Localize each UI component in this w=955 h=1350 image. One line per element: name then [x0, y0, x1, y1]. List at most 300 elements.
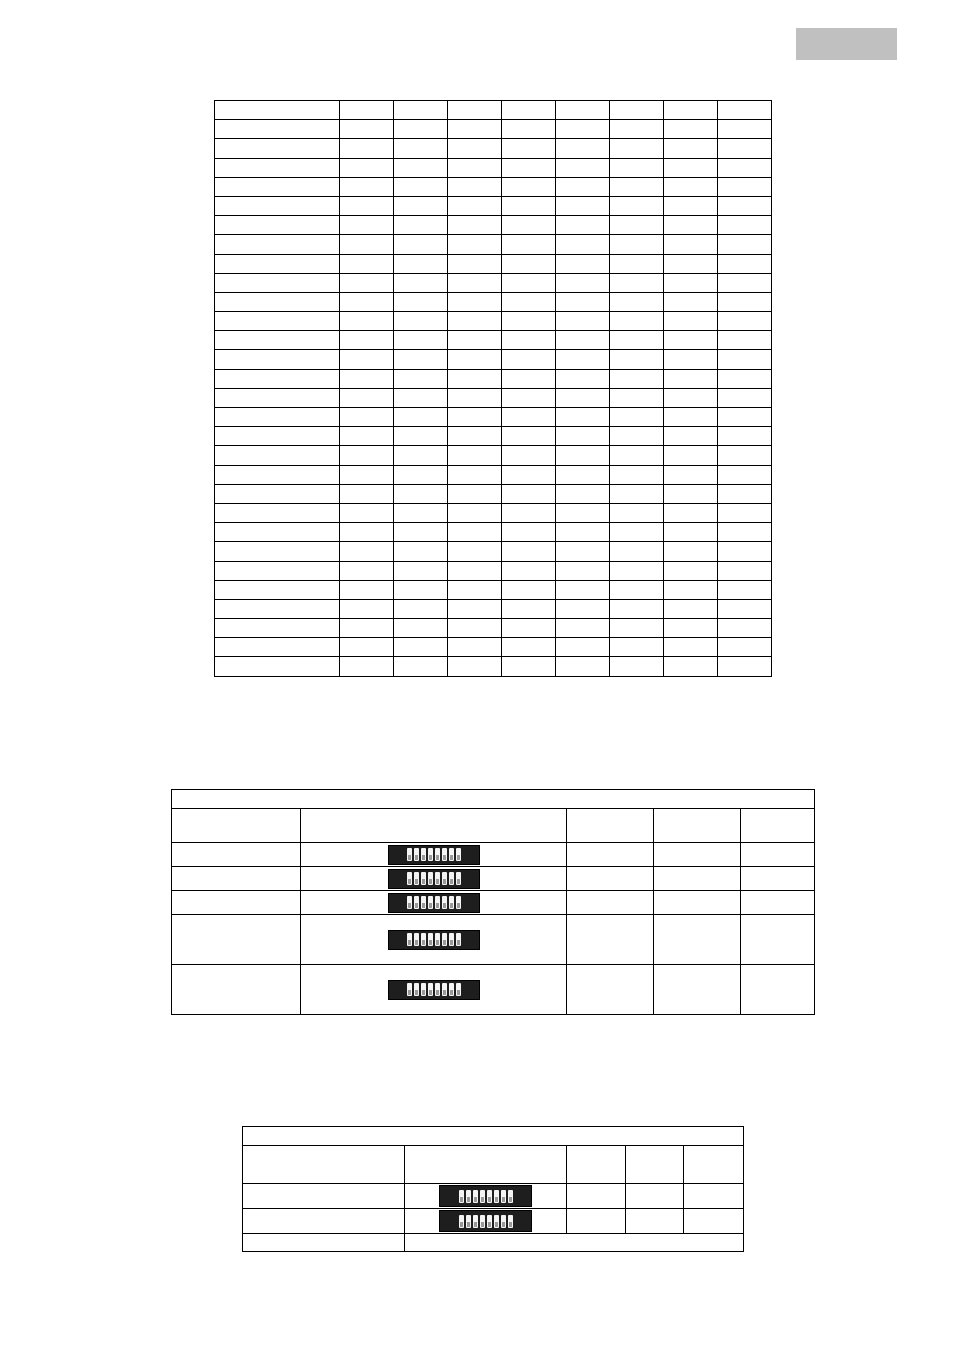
table-cell — [664, 331, 718, 350]
dip-cell — [301, 965, 567, 1015]
table-cell — [448, 408, 502, 427]
table-cell — [610, 446, 664, 465]
table-cell — [626, 1184, 684, 1209]
dip-switch-toggle — [421, 896, 426, 909]
dip-switch-icon — [388, 980, 480, 1000]
table-cell — [215, 196, 340, 215]
table-cell — [610, 523, 664, 542]
table-cell — [610, 139, 664, 158]
table-row — [215, 120, 772, 139]
header-cell — [301, 809, 567, 843]
table-cell — [215, 177, 340, 196]
table-cell — [664, 408, 718, 427]
table-row — [243, 1209, 744, 1234]
dip-cell — [301, 843, 567, 867]
table-cell — [394, 561, 448, 580]
dip-switch-toggle — [414, 848, 419, 861]
table-cell — [610, 484, 664, 503]
dip-switch-toggle — [494, 1190, 499, 1203]
dip-switch-icon — [388, 869, 480, 889]
table-cell — [556, 312, 610, 331]
table-cell — [718, 542, 772, 561]
table-cell — [215, 312, 340, 331]
table-row — [215, 216, 772, 235]
table-cell — [664, 369, 718, 388]
dip-switch-icon — [439, 1210, 532, 1232]
dip-switch-toggle — [473, 1215, 478, 1228]
table-cell — [394, 427, 448, 446]
header-cell — [626, 1146, 684, 1184]
dip-switch-toggle — [414, 983, 419, 996]
table-cell — [664, 312, 718, 331]
table-cell — [243, 1184, 405, 1209]
table-cell — [556, 408, 610, 427]
table-cell — [340, 657, 394, 676]
table-cell — [215, 158, 340, 177]
table-row — [215, 580, 772, 599]
table-cell — [394, 446, 448, 465]
table-cell — [664, 120, 718, 139]
table-cell — [340, 101, 394, 120]
table-cell — [394, 542, 448, 561]
table-cell — [172, 965, 301, 1015]
table-cell — [340, 350, 394, 369]
dip-switch-toggle — [435, 983, 440, 996]
table-cell — [448, 254, 502, 273]
dip-switch-toggle — [414, 872, 419, 885]
table-cell — [610, 580, 664, 599]
table-cell — [448, 619, 502, 638]
dip-switch-toggle — [449, 983, 454, 996]
table-row — [215, 139, 772, 158]
table-cell — [502, 120, 556, 139]
table-cell — [684, 1209, 744, 1234]
table-cell — [664, 446, 718, 465]
table-cell — [718, 657, 772, 676]
table-cell — [610, 542, 664, 561]
table-cell — [664, 503, 718, 522]
table-cell — [556, 465, 610, 484]
table-cell — [448, 657, 502, 676]
table-cell — [340, 177, 394, 196]
table-cell — [340, 196, 394, 215]
dip-switch-icon — [388, 930, 480, 950]
dip-switch-toggle — [435, 933, 440, 946]
table-cell — [394, 638, 448, 657]
table-cell — [172, 843, 301, 867]
table-cell — [448, 369, 502, 388]
table-cell — [215, 254, 340, 273]
table-cell — [741, 867, 815, 891]
table-cell — [610, 273, 664, 292]
table-cell — [556, 101, 610, 120]
table-cell — [215, 446, 340, 465]
table-cell — [664, 196, 718, 215]
table-cell — [448, 465, 502, 484]
table-cell — [502, 331, 556, 350]
dip-switch-toggle — [414, 896, 419, 909]
table-cell — [684, 1184, 744, 1209]
table-cell — [567, 843, 654, 867]
table-cell — [718, 408, 772, 427]
table-cell — [448, 446, 502, 465]
table-cell — [394, 465, 448, 484]
dip-switch-toggle — [501, 1215, 506, 1228]
table-cell — [448, 542, 502, 561]
dip-switch-toggle — [421, 872, 426, 885]
table-cell — [610, 196, 664, 215]
dip-switch-toggle — [487, 1190, 492, 1203]
table-cell — [567, 1184, 626, 1209]
table-cell — [502, 235, 556, 254]
dip-switch-toggle — [421, 933, 426, 946]
table-cell — [394, 273, 448, 292]
table-cell — [394, 599, 448, 618]
table-cell — [610, 216, 664, 235]
table-cell — [502, 465, 556, 484]
table-cell — [610, 369, 664, 388]
table-cell — [556, 350, 610, 369]
table-row — [172, 843, 815, 867]
table-cell — [215, 542, 340, 561]
table-cell — [502, 503, 556, 522]
table-cell — [664, 465, 718, 484]
table-row — [215, 657, 772, 676]
table-header-row — [243, 1146, 744, 1184]
dip-switch-toggle — [428, 848, 433, 861]
table-cell — [394, 158, 448, 177]
table-cell — [215, 235, 340, 254]
table-cell — [610, 619, 664, 638]
table-cell — [448, 312, 502, 331]
table-cell — [172, 867, 301, 891]
dip-switch-toggle — [449, 896, 454, 909]
dip-switch-toggle — [435, 848, 440, 861]
table-cell — [340, 465, 394, 484]
table-cell — [718, 599, 772, 618]
table-cell — [243, 1209, 405, 1234]
table-cell — [664, 388, 718, 407]
table-cell — [502, 657, 556, 676]
table-row — [215, 235, 772, 254]
header-cell — [243, 1146, 405, 1184]
table-cell — [610, 235, 664, 254]
table-cell — [610, 312, 664, 331]
dip-switch-toggle — [456, 848, 461, 861]
table-cell — [394, 120, 448, 139]
table-cell — [340, 120, 394, 139]
table-cell — [664, 599, 718, 618]
table-cell — [718, 235, 772, 254]
table-row — [215, 561, 772, 580]
table-cell — [448, 196, 502, 215]
table-cell — [556, 177, 610, 196]
table-row — [215, 292, 772, 311]
dip-switch-toggle — [449, 848, 454, 861]
dip-switch-toggle — [449, 933, 454, 946]
dip-switch-toggle — [466, 1190, 471, 1203]
dip-switch-toggle — [421, 983, 426, 996]
table-row — [215, 638, 772, 657]
dip-switch-table — [171, 789, 815, 1015]
table-cell — [664, 216, 718, 235]
table-cell — [394, 177, 448, 196]
table-cell — [215, 101, 340, 120]
table-row — [172, 867, 815, 891]
table-cell — [664, 561, 718, 580]
dip-switch-toggle — [456, 983, 461, 996]
dip-switch-toggle — [435, 872, 440, 885]
table-cell — [610, 350, 664, 369]
table-cell — [448, 273, 502, 292]
header-cell — [684, 1146, 744, 1184]
table-cell — [556, 120, 610, 139]
table-cell — [394, 331, 448, 350]
table-cell — [718, 369, 772, 388]
table-cell — [394, 312, 448, 331]
dip-switch-toggle — [407, 848, 412, 861]
table-header-row — [172, 809, 815, 843]
table-cell — [556, 331, 610, 350]
table-cell — [718, 158, 772, 177]
table-cell — [394, 101, 448, 120]
table-cell — [664, 139, 718, 158]
table-cell — [448, 580, 502, 599]
table-cell — [610, 638, 664, 657]
table-cell — [556, 580, 610, 599]
table-cell — [741, 843, 815, 867]
table-cell — [340, 292, 394, 311]
table-row — [215, 350, 772, 369]
table-cell — [556, 503, 610, 522]
table-cell — [556, 196, 610, 215]
table-cell — [340, 235, 394, 254]
table-cell — [664, 523, 718, 542]
dip-switch-toggle — [508, 1190, 513, 1203]
table-cell — [556, 273, 610, 292]
dip-switch-toggle — [508, 1215, 513, 1228]
table-cell — [610, 177, 664, 196]
table-cell — [215, 427, 340, 446]
table-footer-row — [243, 1234, 744, 1252]
table-cell — [502, 254, 556, 273]
table-cell — [340, 369, 394, 388]
table-cell — [718, 139, 772, 158]
table-cell — [394, 408, 448, 427]
header-cell — [567, 809, 654, 843]
table-cell — [567, 915, 654, 965]
table-row — [215, 523, 772, 542]
table-cell — [340, 580, 394, 599]
table-cell — [448, 484, 502, 503]
table-cell — [718, 465, 772, 484]
table-cell — [567, 1209, 626, 1234]
table-cell — [556, 657, 610, 676]
dip-switch-toggle — [449, 872, 454, 885]
table-cell — [394, 139, 448, 158]
table-cell — [664, 619, 718, 638]
table-cell — [394, 254, 448, 273]
table-cell — [340, 388, 394, 407]
dip-switch-toggle — [480, 1190, 485, 1203]
table-cell — [654, 965, 741, 1015]
table-cell — [556, 484, 610, 503]
table-cell — [502, 216, 556, 235]
table-cell — [215, 139, 340, 158]
table-cell — [448, 427, 502, 446]
table-cell — [610, 120, 664, 139]
table-cell — [448, 216, 502, 235]
table-cell — [215, 638, 340, 657]
table-cell — [610, 657, 664, 676]
table-cell — [340, 408, 394, 427]
table-cell — [664, 484, 718, 503]
table-cell — [340, 446, 394, 465]
table-cell — [718, 638, 772, 657]
table-row — [172, 965, 815, 1015]
table-cell — [340, 561, 394, 580]
table-cell — [215, 273, 340, 292]
table-cell — [448, 177, 502, 196]
table-cell — [215, 619, 340, 638]
table-cell — [718, 331, 772, 350]
table-row — [172, 915, 815, 965]
settings-table-body — [215, 101, 772, 677]
table-cell — [610, 254, 664, 273]
table-cell — [502, 369, 556, 388]
table-cell — [610, 503, 664, 522]
table-cell — [340, 427, 394, 446]
table-cell — [610, 331, 664, 350]
table-cell — [448, 350, 502, 369]
table-cell — [502, 101, 556, 120]
table-cell — [502, 638, 556, 657]
table-cell — [610, 561, 664, 580]
table-cell — [394, 657, 448, 676]
table-cell — [394, 388, 448, 407]
table-row — [215, 542, 772, 561]
table-cell — [718, 561, 772, 580]
table-cell — [502, 408, 556, 427]
table-title-cell — [243, 1127, 744, 1146]
table-row — [215, 331, 772, 350]
table-cell — [610, 292, 664, 311]
table-cell — [215, 408, 340, 427]
settings-table — [214, 100, 772, 677]
footer-cell — [405, 1234, 744, 1252]
dip-switch-table-2 — [242, 1126, 744, 1252]
table-cell — [556, 427, 610, 446]
table-cell — [556, 446, 610, 465]
table-cell — [448, 101, 502, 120]
table-cell — [394, 235, 448, 254]
dip-switch-toggle — [435, 896, 440, 909]
table-cell — [502, 523, 556, 542]
table-cell — [448, 638, 502, 657]
dip-switch-toggle — [473, 1190, 478, 1203]
dip-switch-toggle — [428, 896, 433, 909]
table-cell — [556, 369, 610, 388]
table-cell — [394, 523, 448, 542]
table-cell — [502, 196, 556, 215]
table-cell — [567, 891, 654, 915]
dip-switch-toggle — [442, 848, 447, 861]
dip-switch-toggle — [428, 872, 433, 885]
dip-switch-toggle — [428, 933, 433, 946]
table-cell — [340, 599, 394, 618]
table-cell — [340, 158, 394, 177]
table-cell — [718, 177, 772, 196]
dip-switch-toggle — [428, 983, 433, 996]
table-cell — [664, 638, 718, 657]
table-cell — [718, 619, 772, 638]
table-cell — [556, 619, 610, 638]
table-cell — [340, 312, 394, 331]
table-cell — [556, 216, 610, 235]
header-badge — [796, 28, 897, 60]
table-cell — [567, 867, 654, 891]
table-cell — [215, 561, 340, 580]
table-cell — [502, 484, 556, 503]
header-cell — [654, 809, 741, 843]
table-cell — [556, 158, 610, 177]
table-cell — [664, 292, 718, 311]
table-cell — [502, 273, 556, 292]
table-cell — [610, 158, 664, 177]
table-cell — [394, 369, 448, 388]
table-cell — [610, 465, 664, 484]
table-cell — [340, 503, 394, 522]
dip-switch-toggle — [407, 933, 412, 946]
table-cell — [664, 427, 718, 446]
table-cell — [718, 273, 772, 292]
table-cell — [394, 580, 448, 599]
dip-switch-toggle — [407, 983, 412, 996]
dip-switch-toggle — [407, 872, 412, 885]
header-cell — [567, 1146, 626, 1184]
table-cell — [567, 965, 654, 1015]
table-cell — [448, 503, 502, 522]
table-cell — [340, 254, 394, 273]
table-cell — [448, 120, 502, 139]
table-cell — [718, 196, 772, 215]
table-row — [215, 196, 772, 215]
table-cell — [448, 139, 502, 158]
table-cell — [610, 388, 664, 407]
table-cell — [718, 580, 772, 599]
table-cell — [215, 523, 340, 542]
table-title-row — [243, 1127, 744, 1146]
dip-switch-toggle — [456, 896, 461, 909]
dip-switch-toggle — [487, 1215, 492, 1228]
table-row — [243, 1184, 744, 1209]
dip-switch-toggle — [442, 872, 447, 885]
table-cell — [448, 388, 502, 407]
table-cell — [718, 446, 772, 465]
table-cell — [556, 254, 610, 273]
table-cell — [340, 638, 394, 657]
table-cell — [502, 350, 556, 369]
table-row — [215, 427, 772, 446]
table-cell — [502, 561, 556, 580]
table-cell — [718, 254, 772, 273]
dip-cell — [405, 1184, 567, 1209]
dip-switch-icon — [439, 1185, 532, 1207]
table-cell — [718, 120, 772, 139]
table-cell — [172, 891, 301, 915]
table-cell — [340, 619, 394, 638]
table-cell — [215, 120, 340, 139]
